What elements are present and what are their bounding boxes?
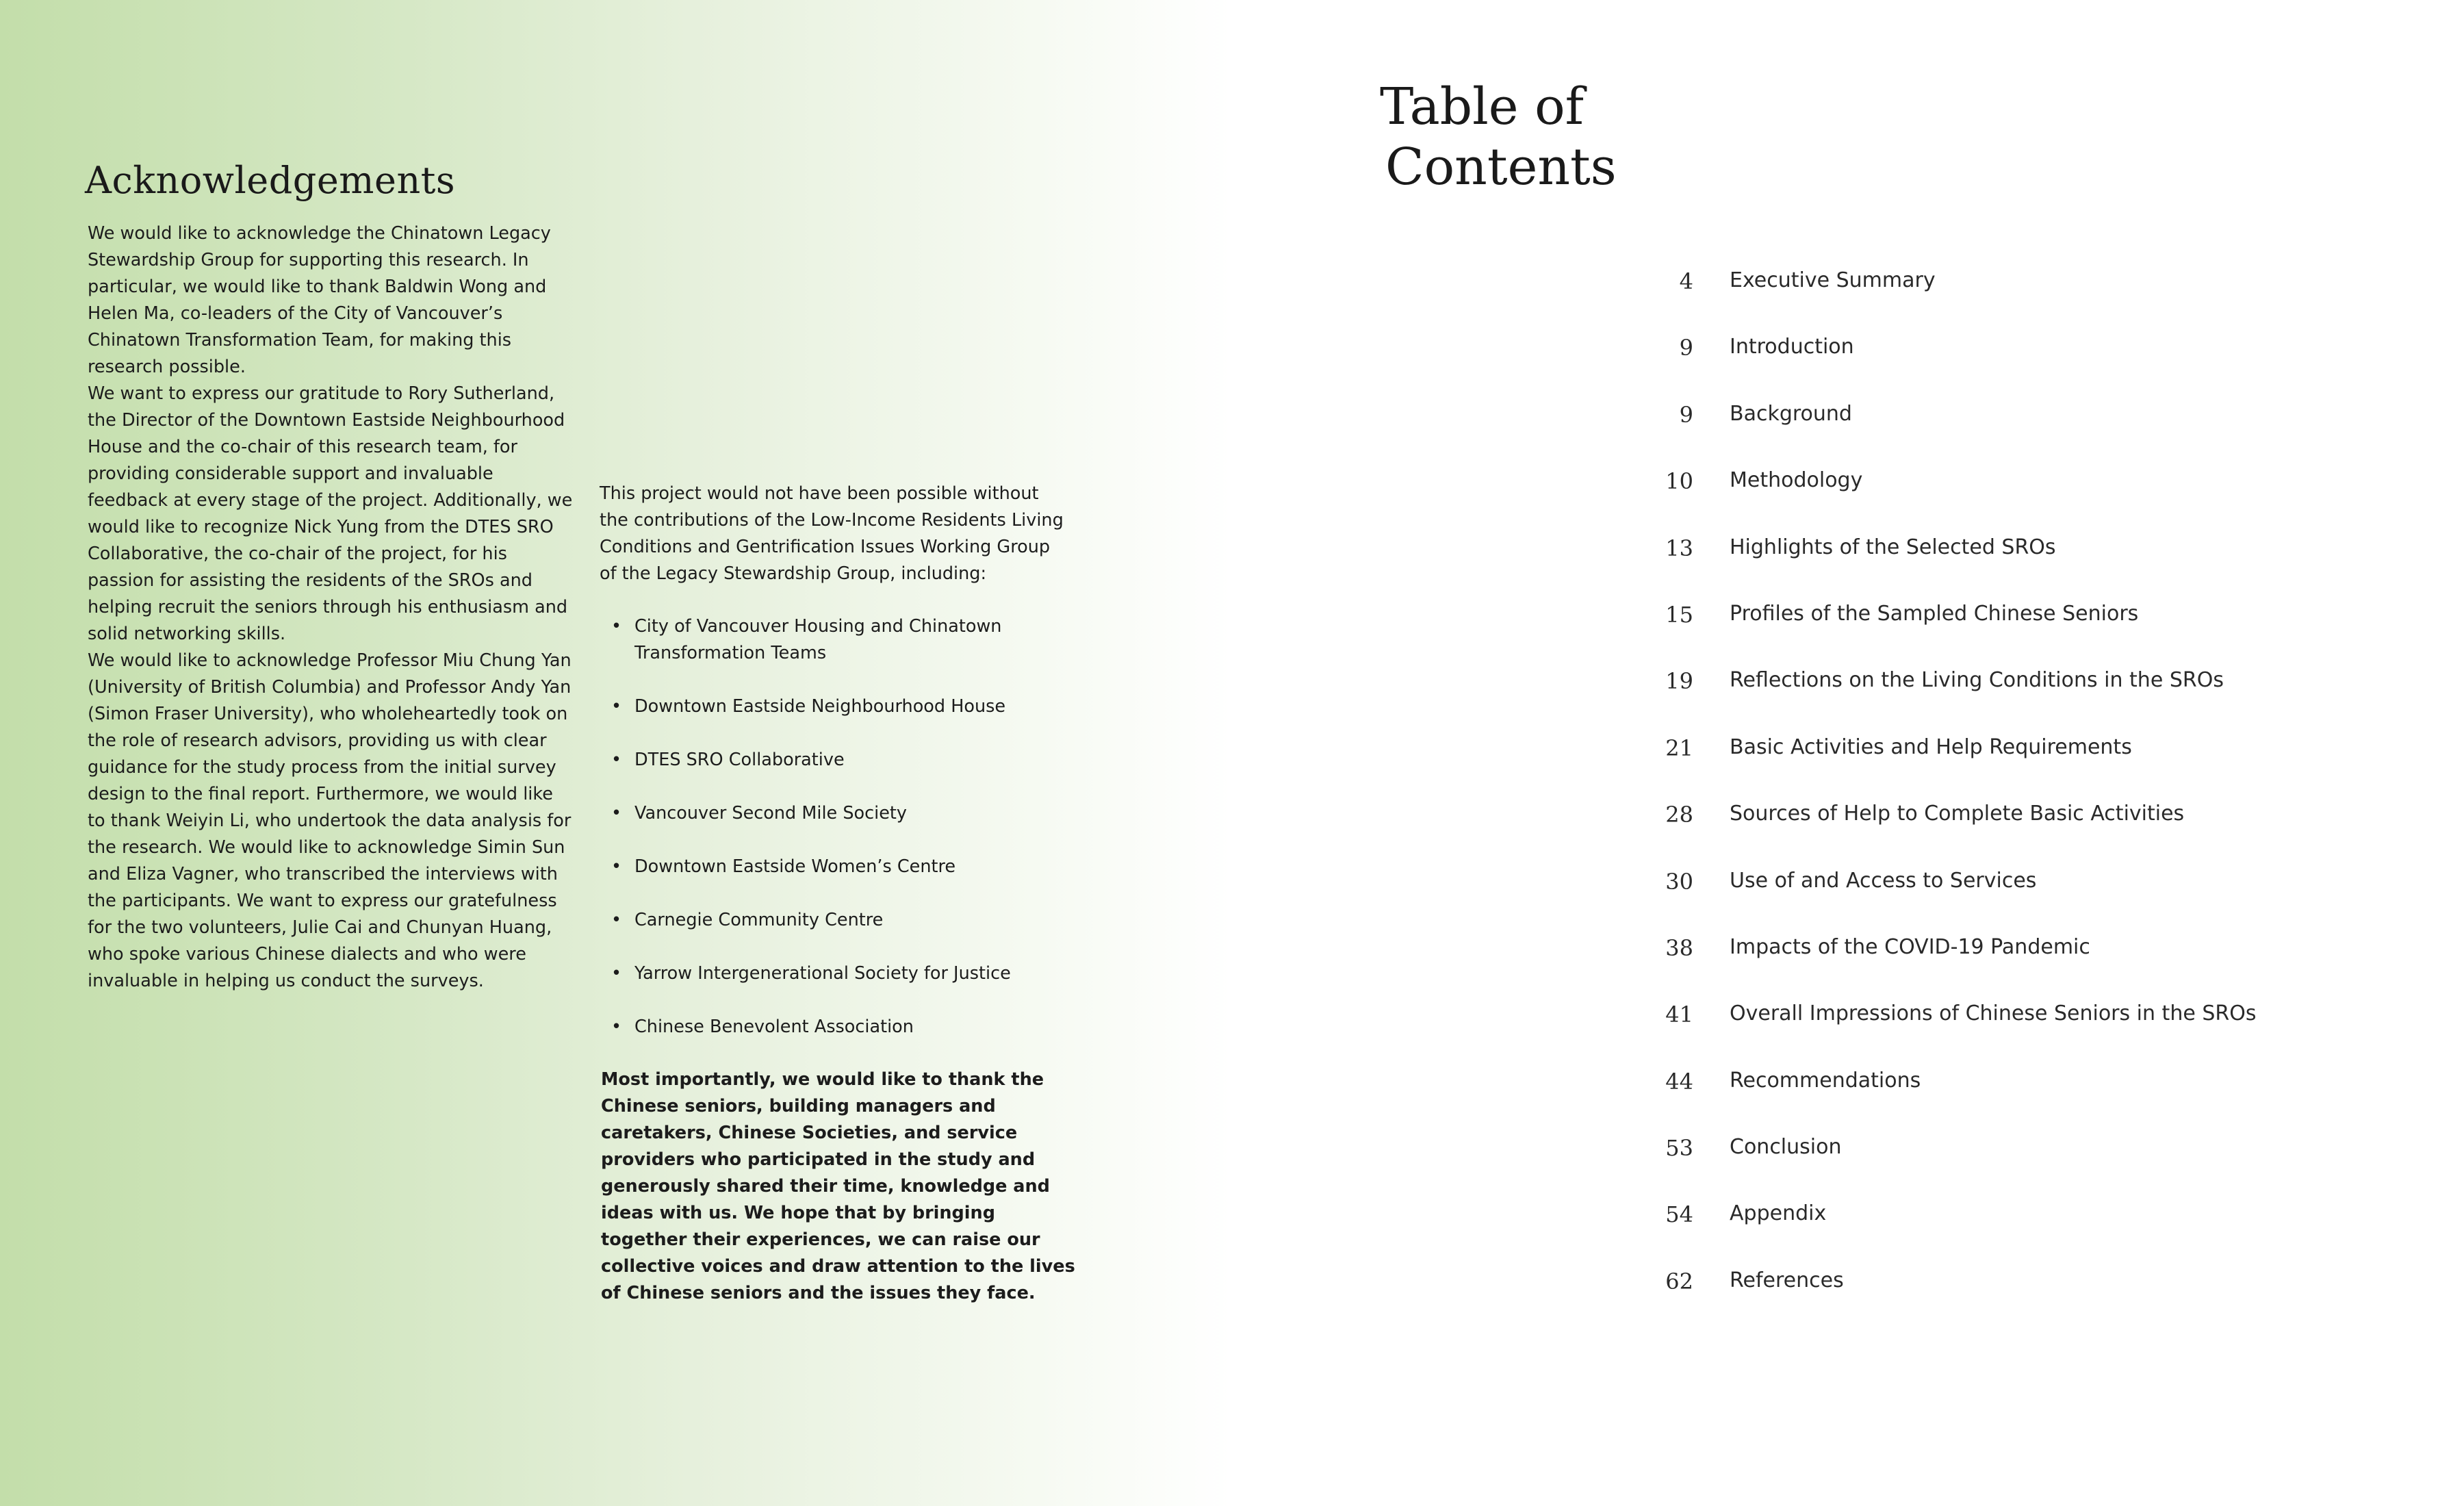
- toc-page-number: 54: [1665, 1201, 1693, 1228]
- toc-entry-label: Introduction: [1730, 335, 1854, 359]
- toc-entry-label: Recommendations: [1730, 1068, 1921, 1093]
- toc-entry-label: Overall Impressions of Chinese Seniors in the SROs: [1730, 1001, 2257, 1026]
- toc-entry-label: Profiles of the Sampled Chinese Seniors: [1730, 601, 2139, 626]
- toc-entry-label: Executive Summary: [1730, 268, 1936, 292]
- bullet-icon: •: [611, 856, 622, 877]
- list-item: [611, 800, 1077, 827]
- toc-entry-label: Highlights of the Selected SROs: [1730, 535, 2056, 559]
- toc-page-number: 19: [1665, 668, 1693, 695]
- toc-page-number: 30: [1665, 868, 1693, 895]
- toc-entry-label: Use of and Access to Services: [1730, 868, 2037, 893]
- toc-entry-label: Methodology: [1730, 468, 1863, 493]
- toc-entry-label: Reflections on the Living Conditions in the SROs: [1730, 668, 2224, 693]
- organization-name: Downtown Eastside Neighbourhood House: [634, 696, 1006, 717]
- toc-entry-label: Impacts of the COVID-19 Pandemic: [1730, 934, 2090, 959]
- toc-heading: [1380, 77, 1617, 197]
- bullet-icon: •: [611, 963, 622, 984]
- list-item: [611, 613, 1077, 667]
- toc-page-number: 10: [1665, 468, 1693, 495]
- organization-name: Downtown Eastside Women’s Centre: [634, 856, 956, 877]
- toc-page-number: 38: [1665, 934, 1693, 961]
- bullet-icon: •: [611, 616, 622, 637]
- organization-name: Chinese Benevolent Association: [634, 1017, 914, 1037]
- toc-page-number: 41: [1665, 1001, 1693, 1028]
- toc-page-number: 9: [1679, 335, 1693, 361]
- toc-heading-line2: Contents: [1385, 138, 1617, 196]
- organization-name: DTES SRO Collaborative: [634, 750, 845, 770]
- toc-entry-label: Appendix: [1730, 1201, 1827, 1226]
- acknowledgements-paragraph: We want to express our gratitude to Rory Sutherland, the Director of the Downtown Eastside Neighbourhood House and the co-chair of this research team, for providing considerable support and invaluable feedback at every stage of the project. Additionally, we would like to recognize Nick Yung from the DTES SRO Collaborative, the co-chair of the project, for his passion for assisting the residents of the SROs and helping recruit the seniors through his enthusiasm and solid networking skills.: [88, 383, 573, 644]
- list-item: [611, 747, 1077, 774]
- organization-name: Yarrow Intergenerational Society for Justice: [634, 963, 1011, 984]
- organization-name: City of Vancouver Housing and Chinatown Transformation Teams: [634, 616, 1002, 663]
- acknowledgements-paragraph: We would like to acknowledge the Chinatown Legacy Stewardship Group for supporting this research. In particular, we would like to thank Baldwin Wong and Helen Ma, co-leaders of the City of Vancouver’s Chinatown Transformation Team, for making this research possible.: [88, 223, 551, 377]
- contributors-intro: This project would not have been possible without the contributions of the Low-Income Residents Living Conditions and Gentrification Issues Working Group of the Legacy Stewardship Group, including:: [600, 483, 1064, 584]
- bullet-icon: •: [611, 803, 622, 824]
- bullet-icon: •: [611, 1017, 622, 1037]
- toc-heading-line1: Table of: [1380, 77, 1584, 136]
- toc-page-number: 21: [1665, 735, 1693, 761]
- toc-entry-label: References: [1730, 1268, 1844, 1292]
- toc-entry-label: Basic Activities and Help Requirements: [1730, 735, 2132, 759]
- toc-page-number: 15: [1665, 601, 1693, 628]
- toc-page-number: 9: [1679, 401, 1693, 428]
- organization-list: [611, 613, 1077, 1067]
- list-item: [611, 854, 1077, 880]
- list-item: [611, 1014, 1077, 1041]
- toc-page-number: 28: [1665, 802, 1693, 828]
- closing-statement: Most importantly, we would like to thank the Chinese seniors, building managers and caretakers, Chinese Societies, and service providers who participated in the study and generously shared their time, knowledge and ideas with us. We hope that by bringing together their experiences, we can raise our collective voices and draw attention to the lives of Chinese seniors and the issues they face.: [601, 1069, 1075, 1303]
- bullet-icon: •: [611, 910, 622, 930]
- toc-entry-label: Background: [1730, 401, 1852, 426]
- list-item: [611, 693, 1077, 720]
- acknowledgements-heading: Acknowledgements: [85, 159, 456, 202]
- toc-page-number: 44: [1665, 1068, 1693, 1095]
- toc-page-number: 53: [1665, 1135, 1693, 1162]
- list-item: [611, 907, 1077, 934]
- bullet-icon: •: [611, 696, 622, 717]
- toc-page-number: 62: [1665, 1268, 1693, 1294]
- organization-name: Vancouver Second Mile Society: [634, 803, 907, 824]
- list-item: [611, 960, 1077, 987]
- toc-entry-label: Conclusion: [1730, 1135, 1842, 1160]
- toc-page-number: 4: [1679, 268, 1693, 294]
- organization-name: Carnegie Community Centre: [634, 910, 884, 930]
- bullet-icon: •: [611, 750, 622, 770]
- acknowledgements-paragraph: We would like to acknowledge Professor Miu Chung Yan (University of British Columbia) and Professor Andy Yan (Simon Fraser University), who wholeheartedly took on the role of research advisors, providing us with clear guidance for the study process from the initial survey design to the final report. Furthermore, we would like to thank Weiyin Li, who undertook the data analysis for the research. We would like to acknowledge Simin Sun and Eliza Vagner, who transcribed the interviews with the participants. We want to express our gratefulness for the two volunteers, Julie Cai and Chunyan Huang, who spoke various Chinese dialects and who were invaluable in helping us conduct the surveys.: [88, 650, 572, 991]
- toc-entry-label: Sources of Help to Complete Basic Activities: [1730, 802, 2185, 826]
- toc-page-number: 13: [1665, 535, 1693, 561]
